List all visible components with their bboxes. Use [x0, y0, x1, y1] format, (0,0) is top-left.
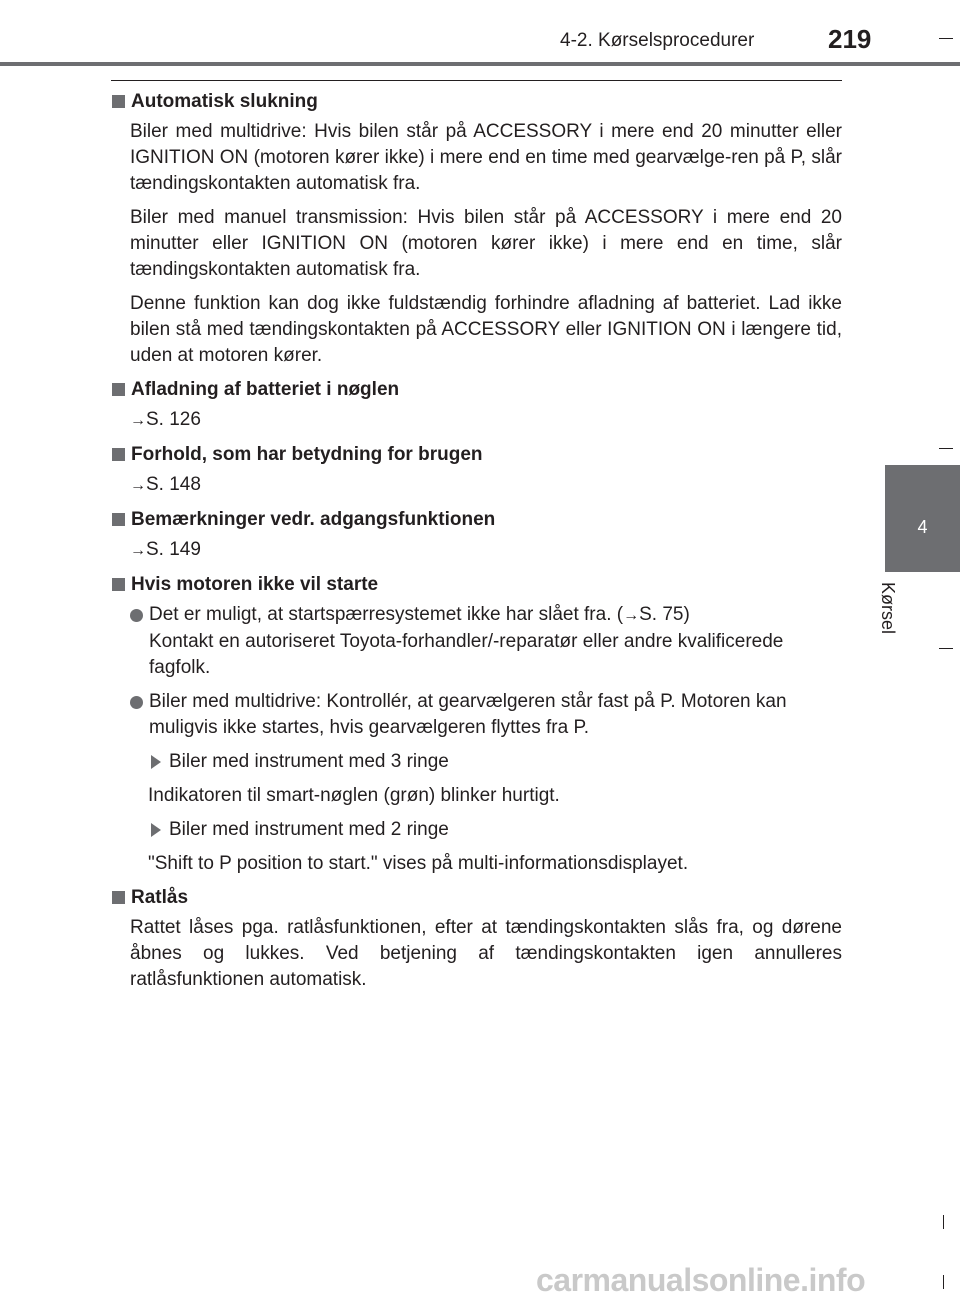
trim-mark — [939, 648, 953, 649]
square-bullet-icon — [112, 448, 125, 461]
bullet-text: Det er muligt, at startspærresystemet ikke har slået fra. ( — [149, 604, 624, 625]
content-rule — [111, 80, 842, 81]
square-bullet-icon — [112, 891, 125, 904]
section-heading — [111, 885, 842, 911]
triangle-right-icon — [151, 823, 161, 837]
paragraph: Biler med manuel transmission: Hvis bilen står på ACCESSORY i mere end 20 minutter eller IGNITION ON (motoren kører ikke) i mere end en time, slår tændingskontakten automatisk fra. — [130, 207, 842, 280]
circle-bullet-icon — [130, 696, 143, 709]
trim-mark — [943, 1275, 944, 1289]
reference-link[interactable]: S. 149 — [146, 539, 201, 560]
section-title: 4-2. Kørselsprocedurer — [560, 30, 755, 51]
section-heading — [111, 377, 842, 403]
heading-text: Hvis motoren ikke vil starte — [131, 574, 379, 595]
arrow-right-icon: → — [623, 607, 640, 624]
sub-item-label: Biler med instrument med 2 ringe — [169, 819, 449, 840]
chapter-label — [878, 582, 908, 652]
arrow-right-icon: → — [130, 542, 146, 559]
circle-bullet-icon — [130, 609, 143, 622]
section-heading — [111, 442, 842, 468]
trim-mark — [939, 448, 953, 449]
reference-link[interactable]: S. 75 — [639, 604, 684, 625]
square-bullet-icon — [112, 383, 125, 396]
list-item — [111, 602, 842, 681]
list-item — [111, 689, 842, 741]
chapter-tab — [885, 465, 960, 572]
page-number: 219 — [828, 24, 872, 54]
square-bullet-icon — [112, 95, 125, 108]
sub-item — [148, 817, 842, 843]
triangle-right-icon — [151, 755, 161, 769]
trim-mark — [943, 1215, 944, 1229]
bullet-text: Kontakt en autoriseret Toyota-forhandler/-reparatør eller andre kvalificerede fagfolk. — [149, 631, 784, 678]
heading-text: Forhold, som har betydning for brugen — [131, 444, 483, 465]
header-rule — [0, 62, 960, 66]
arrow-right-icon: → — [130, 477, 146, 494]
paragraph: Denne funktion kan dog ikke fuldstændig forhindre afladning af batteriet. Lad ikke bilen stå med tændingskontakten på ACCESSORY eller IGNITION ON i længere tid, uden at motoren kører. — [130, 293, 842, 366]
page-header — [0, 0, 960, 75]
trim-mark — [939, 38, 953, 39]
arrow-right-icon: → — [130, 412, 146, 429]
reference-link[interactable]: S. 148 — [146, 474, 201, 495]
page-reference — [130, 407, 842, 434]
square-bullet-icon — [112, 513, 125, 526]
paragraph: "Shift to P position to start." vises på multi-informationsdisplayet. — [148, 853, 689, 874]
paragraph: Rattet låses pga. ratlåsfunktionen, efter at tændingskontakten slås fra, og dørene åbnes og lukkes. Ved betjening af tændingskontakten igen annulleres ratlåsfunktionen automatisk. — [130, 917, 842, 990]
page-content — [111, 89, 842, 1001]
chapter-label-text: Kørsel — [878, 582, 898, 635]
chapter-number: 4 — [917, 517, 928, 537]
heading-text: Afladning af batteriet i nøglen — [131, 379, 400, 400]
section-heading — [111, 507, 842, 533]
section-heading — [111, 89, 842, 115]
heading-text: Ratlås — [131, 887, 189, 908]
list-item-text: Biler med multidrive: Kontrollér, at gearvælgeren står fast på P. Motoren kan muligvis ikke startes, hvis gearvælgeren flyttes fra P. — [149, 691, 787, 738]
heading-text: Automatisk slukning — [131, 91, 318, 112]
watermark: carmanualsonline.info — [536, 1262, 866, 1298]
page-reference — [130, 472, 842, 499]
section-heading — [111, 572, 842, 598]
sub-item — [148, 749, 842, 775]
sub-item-label: Biler med instrument med 3 ringe — [169, 751, 449, 772]
paragraph: Biler med multidrive: Hvis bilen står på ACCESSORY i mere end 20 minutter eller IGNITION ON (motoren kører ikke) i mere end en time med gearvælge-ren på P, slår tændingskontakten automatisk fra. — [130, 121, 842, 194]
list-item-text — [149, 602, 842, 681]
reference-link[interactable]: S. 126 — [146, 409, 201, 430]
square-bullet-icon — [112, 578, 125, 591]
heading-text: Bemærkninger vedr. adgangsfunktionen — [131, 509, 496, 530]
bullet-text: ) — [683, 604, 690, 625]
page-reference — [130, 537, 842, 564]
paragraph: Indikatoren til smart-nøglen (grøn) blinker hurtigt. — [148, 785, 560, 806]
